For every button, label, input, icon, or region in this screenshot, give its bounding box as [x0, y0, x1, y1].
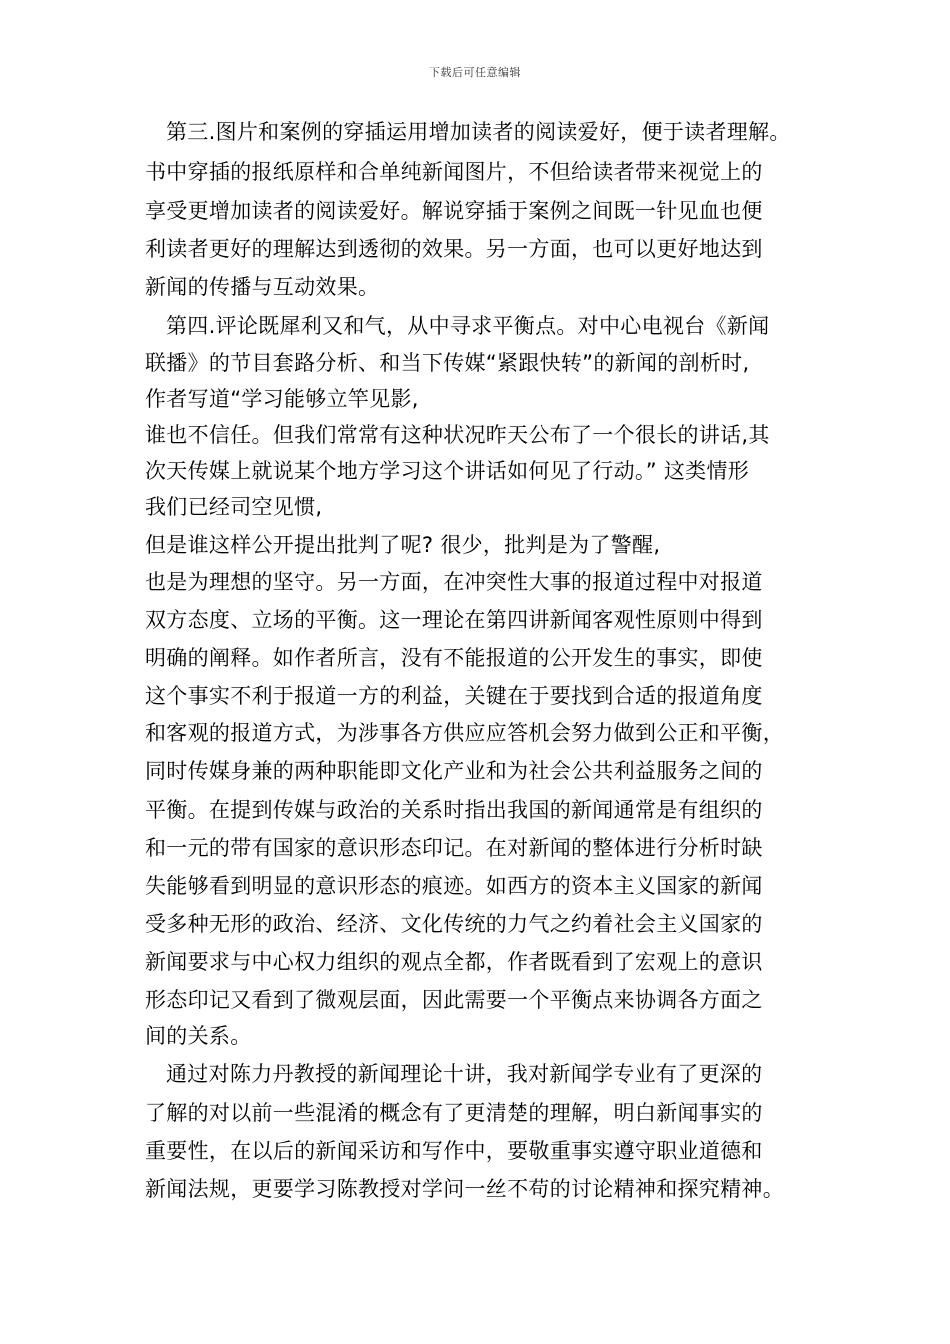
text-line: 和一元的带有国家的意识形态印记。在对新闻的整体进行分析时缺 [145, 836, 763, 860]
text-line: 利读者更好的理解达到透彻的效果。另一方面，也可以更好地达到 [145, 237, 763, 261]
text-line: 联播》的节目套路分析、和当下传媒“紧跟快转”的新闻的剖析时, [145, 351, 750, 375]
text-line: 也是为理想的坚守。另一方面，在冲突性大事的报道过程中对报道 [145, 570, 763, 594]
text-line: 第三.图片和案例的穿插运用增加读者的阅读爱好，便于读者理解。 [166, 120, 791, 144]
text-line: 通过对陈力丹教授的新闻理论十讲，我对新闻学专业有了更深的 [166, 1062, 763, 1086]
text-line: 同时传媒身兼的两种职能即文化产业和为社会公共利益服务之间的 [145, 759, 763, 783]
text-line: 享受更增加读者的阅读爱好。解说穿插于案例之间既一针见血也便 [145, 199, 763, 223]
text-line: 明确的阐释。如作者所言，没有不能报道的公开发生的事实，即使 [145, 646, 763, 670]
text-line: 平衡。在提到传媒与政治的关系时指出我国的新闻通常是有组织的 [145, 798, 763, 822]
text-line: 和客观的报道方式，为涉事各方供应应答机会努力做到公正和平衡， [145, 721, 784, 745]
text-line: 新闻要求与中心权力组织的观点全都，作者既看到了宏观上的意识 [145, 950, 763, 974]
text-line: 了解的对以前一些混淆的概念有了更清楚的理解，明白新闻事实的 [145, 1101, 763, 1125]
text-line: 间的关系。 [145, 1024, 252, 1048]
text-line: 次天传媒上就说某个地方学习这个讲话如何见了行动。” 这类情形 [145, 459, 750, 483]
text-line: 书中穿插的报纸原样和合单纯新闻图片，不但给读者带来视觉上的 [145, 160, 763, 184]
text-line: 新闻的传播与互动效果。 [145, 275, 380, 299]
text-line: 谁也不信任。但我们常常有这种状况昨天公布了一个很长的讲话,其 [145, 423, 770, 447]
text-line: 我们已经司空见惯, [145, 495, 323, 519]
text-line: 受多种无形的政治、经济、文化传统的力气之约着社会主义国家的 [145, 912, 763, 936]
text-line: 双方态度、立场的平衡。这一理论在第四讲新闻客观性原则中得到 [145, 608, 763, 632]
text-line: 失能够看到明显的意识形态的痕迹。如西方的资本主义国家的新闻 [145, 874, 763, 898]
text-line: 新闻法规，更要学习陈教授对学问一丝不苟的讨论精神和探究精神。 [145, 1177, 784, 1201]
text-line: 这个事实不利于报道一方的利益，关键在于要找到合适的报道角度 [145, 684, 763, 708]
text-line: 重要性，在以后的新闻采访和写作中，要敬重事实遵守职业道德和 [145, 1139, 763, 1163]
text-line: 第四.评论既犀利又和气，从中寻求平衡点。对中心电视台《新闻 [166, 314, 770, 338]
text-line: 形态印记又看到了微观层面，因此需要一个平衡点来协调各方面之 [145, 988, 763, 1012]
text-line: 作者写道“学习能够立竿见影, [145, 387, 419, 411]
page-header: 下载后可任意编辑 [429, 66, 521, 79]
text-line: 但是谁这样公开提出批判了呢? 很少，批判是为了警醒, [145, 533, 661, 557]
